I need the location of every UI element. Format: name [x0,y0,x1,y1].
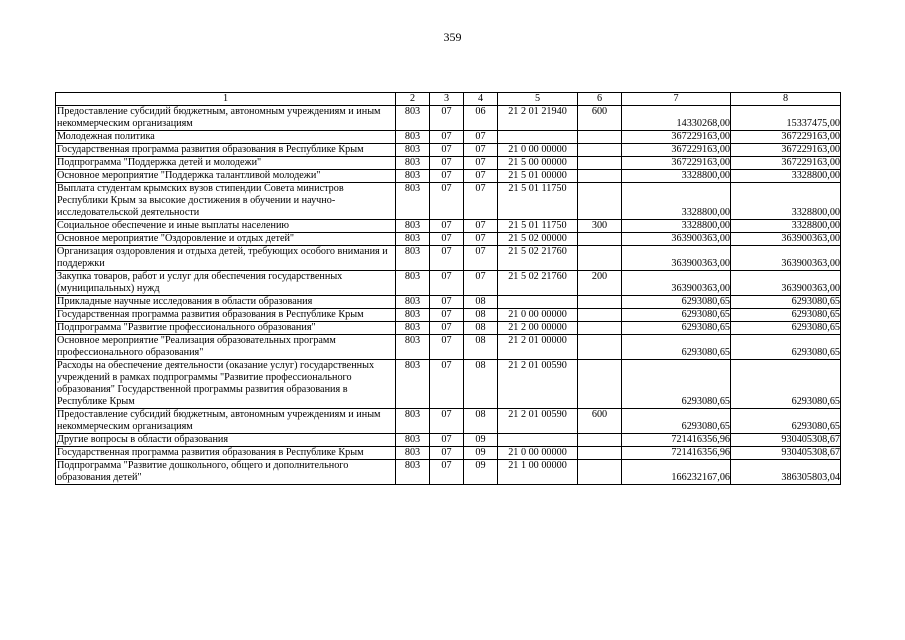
header-ministry-col: 2 [396,93,430,106]
cell-sum-year-1-col: 363900363,00 [622,246,731,271]
cell-sum-year-1-col: 6293080,65 [622,409,731,434]
cell-subsection-col: 07 [464,131,498,144]
table-row [56,322,841,335]
cell-section-col: 07 [430,246,464,271]
cell-section-col: 07 [430,409,464,434]
cell-ministry-col: 803 [396,144,430,157]
cell-name-col: Закупка товаров, работ и услуг для обеспечения государственных (муниципальных) нужд [56,271,396,296]
table-row [56,170,841,183]
cell-sum-year-2-col: 363900363,00 [731,233,841,246]
cell-sum-year-1-col: 367229163,00 [622,144,731,157]
cell-target-article-col: 21 5 01 11750 [498,183,578,220]
cell-sum-year-2-col: 3328800,00 [731,170,841,183]
cell-ministry-col: 803 [396,246,430,271]
cell-subsection-col: 09 [464,434,498,447]
cell-ministry-col: 803 [396,409,430,434]
cell-section-col: 07 [430,183,464,220]
cell-sum-year-1-col: 721416356,96 [622,447,731,460]
header-section-col: 3 [430,93,464,106]
table-header-row [56,93,841,106]
cell-sum-year-2-col: 3328800,00 [731,220,841,233]
header-subsection-col: 4 [464,93,498,106]
cell-sum-year-2-col: 15337475,00 [731,106,841,131]
cell-expense-type-col [578,131,622,144]
cell-sum-year-1-col: 6293080,65 [622,335,731,360]
table-row [56,434,841,447]
cell-sum-year-1-col: 367229163,00 [622,131,731,144]
cell-sum-year-2-col: 3328800,00 [731,183,841,220]
header-target-article-col: 5 [498,93,578,106]
cell-name-col: Государственная программа развития образования в Республике Крым [56,144,396,157]
cell-target-article-col: 21 2 01 21940 [498,106,578,131]
cell-sum-year-1-col: 6293080,65 [622,322,731,335]
cell-ministry-col: 803 [396,183,430,220]
cell-section-col: 07 [430,360,464,409]
cell-ministry-col: 803 [396,271,430,296]
cell-expense-type-col [578,322,622,335]
cell-name-col: Расходы на обеспечение деятельности (оказание услуг) государственных учреждений в рамках подпрограммы "Развитие профессионального образования" Государственной программы развития образования в Республике Крым [56,360,396,409]
cell-ministry-col: 803 [396,233,430,246]
cell-ministry-col: 803 [396,460,430,485]
cell-ministry-col: 803 [396,131,430,144]
cell-sum-year-1-col: 363900363,00 [622,271,731,296]
table-row [56,409,841,434]
cell-sum-year-2-col: 363900363,00 [731,271,841,296]
cell-expense-type-col [578,144,622,157]
cell-name-col: Подпрограмма "Развитие дошкольного, общего и дополнительного образования детей" [56,460,396,485]
cell-expense-type-col: 600 [578,106,622,131]
cell-subsection-col: 07 [464,246,498,271]
cell-expense-type-col: 200 [578,271,622,296]
table-body [56,106,841,485]
cell-sum-year-1-col: 166232167,06 [622,460,731,485]
cell-name-col: Государственная программа развития образования в Республике Крым [56,447,396,460]
cell-subsection-col: 07 [464,220,498,233]
cell-name-col: Предоставление субсидий бюджетным, автономным учреждениям и иным некоммерческим организациям [56,106,396,131]
cell-expense-type-col: 300 [578,220,622,233]
cell-expense-type-col: 600 [578,409,622,434]
cell-sum-year-1-col: 3328800,00 [622,170,731,183]
header-name-col: 1 [56,93,396,106]
cell-sum-year-2-col: 6293080,65 [731,309,841,322]
cell-expense-type-col [578,309,622,322]
cell-target-article-col: 21 2 01 00590 [498,360,578,409]
table-row [56,335,841,360]
cell-name-col: Подпрограмма "Развитие профессионального образования" [56,322,396,335]
cell-expense-type-col [578,460,622,485]
cell-name-col: Молодежная политика [56,131,396,144]
cell-sum-year-2-col: 6293080,65 [731,409,841,434]
cell-sum-year-2-col: 6293080,65 [731,335,841,360]
cell-target-article-col: 21 5 02 21760 [498,271,578,296]
cell-sum-year-1-col: 6293080,65 [622,360,731,409]
cell-target-article-col [498,296,578,309]
cell-expense-type-col [578,170,622,183]
cell-section-col: 07 [430,220,464,233]
cell-ministry-col: 803 [396,360,430,409]
cell-target-article-col: 21 2 01 00000 [498,335,578,360]
cell-target-article-col: 21 5 02 00000 [498,233,578,246]
cell-target-article-col: 21 0 00 00000 [498,144,578,157]
cell-sum-year-2-col: 6293080,65 [731,360,841,409]
table-row [56,157,841,170]
header-sum-year-1-col: 7 [622,93,731,106]
table-row [56,131,841,144]
table-row [56,246,841,271]
cell-expense-type-col [578,360,622,409]
cell-name-col: Основное мероприятие "Поддержка талантливой молодежи" [56,170,396,183]
cell-subsection-col: 07 [464,170,498,183]
cell-subsection-col: 08 [464,335,498,360]
cell-sum-year-2-col: 386305803,04 [731,460,841,485]
cell-section-col: 07 [430,296,464,309]
cell-section-col: 07 [430,434,464,447]
cell-name-col: Основное мероприятие "Оздоровление и отдых детей" [56,233,396,246]
cell-ministry-col: 803 [396,447,430,460]
cell-sum-year-2-col: 6293080,65 [731,322,841,335]
table-row [56,233,841,246]
cell-ministry-col: 803 [396,157,430,170]
cell-section-col: 07 [430,460,464,485]
cell-subsection-col: 09 [464,447,498,460]
cell-expense-type-col [578,157,622,170]
table-row [56,360,841,409]
table-row [56,183,841,220]
cell-section-col: 07 [430,322,464,335]
cell-target-article-col: 21 5 01 00000 [498,170,578,183]
cell-name-col: Выплата студентам крымских вузов стипендии Совета министров Республики Крым за высокие достижения в обучении и научно-исследовательской деятельности [56,183,396,220]
header-sum-year-2-col: 8 [731,93,841,106]
cell-target-article-col: 21 5 02 21760 [498,246,578,271]
cell-ministry-col: 803 [396,220,430,233]
table-row [56,296,841,309]
cell-name-col: Основное мероприятие "Реализация образовательных программ профессионального образования" [56,335,396,360]
cell-expense-type-col [578,246,622,271]
cell-subsection-col: 08 [464,322,498,335]
table-row [56,309,841,322]
cell-sum-year-1-col: 363900363,00 [622,233,731,246]
cell-name-col: Организация оздоровления и отдыха детей, требующих особого внимания и поддержки [56,246,396,271]
cell-sum-year-2-col: 930405308,67 [731,447,841,460]
cell-ministry-col: 803 [396,170,430,183]
cell-ministry-col: 803 [396,322,430,335]
cell-section-col: 07 [430,271,464,296]
cell-sum-year-1-col: 721416356,96 [622,434,731,447]
cell-subsection-col: 07 [464,144,498,157]
cell-expense-type-col [578,434,622,447]
cell-name-col: Другие вопросы в области образования [56,434,396,447]
cell-sum-year-2-col: 367229163,00 [731,157,841,170]
cell-section-col: 07 [430,106,464,131]
cell-name-col: Прикладные научные исследования в области образования [56,296,396,309]
cell-expense-type-col [578,447,622,460]
cell-subsection-col: 07 [464,233,498,246]
cell-ministry-col: 803 [396,309,430,322]
cell-name-col: Социальное обеспечение и иные выплаты населению [56,220,396,233]
cell-expense-type-col [578,296,622,309]
cell-sum-year-2-col: 363900363,00 [731,246,841,271]
cell-subsection-col: 08 [464,360,498,409]
cell-sum-year-1-col: 14330268,00 [622,106,731,131]
cell-section-col: 07 [430,335,464,360]
cell-subsection-col: 08 [464,309,498,322]
cell-target-article-col: 21 0 00 00000 [498,447,578,460]
cell-ministry-col: 803 [396,106,430,131]
cell-subsection-col: 08 [464,409,498,434]
cell-ministry-col: 803 [396,335,430,360]
cell-subsection-col: 08 [464,296,498,309]
cell-section-col: 07 [430,233,464,246]
cell-target-article-col: 21 2 00 00000 [498,322,578,335]
table-row [56,271,841,296]
cell-section-col: 07 [430,447,464,460]
cell-subsection-col: 07 [464,271,498,296]
cell-sum-year-2-col: 367229163,00 [731,131,841,144]
cell-section-col: 07 [430,309,464,322]
cell-sum-year-2-col: 930405308,67 [731,434,841,447]
table-row [56,460,841,485]
cell-subsection-col: 07 [464,157,498,170]
cell-target-article-col [498,131,578,144]
table-row [56,106,841,131]
cell-sum-year-1-col: 6293080,65 [622,296,731,309]
cell-sum-year-1-col: 3328800,00 [622,220,731,233]
cell-section-col: 07 [430,144,464,157]
cell-section-col: 07 [430,131,464,144]
cell-subsection-col: 09 [464,460,498,485]
cell-ministry-col: 803 [396,434,430,447]
cell-target-article-col: 21 1 00 00000 [498,460,578,485]
cell-target-article-col: 21 2 01 00590 [498,409,578,434]
cell-sum-year-1-col: 367229163,00 [622,157,731,170]
table-row [56,220,841,233]
table-row [56,447,841,460]
page-number: 359 [443,30,462,44]
header-expense-type-col: 6 [578,93,622,106]
cell-expense-type-col [578,233,622,246]
cell-sum-year-1-col: 3328800,00 [622,183,731,220]
cell-section-col: 07 [430,157,464,170]
budget-table [55,92,841,485]
cell-subsection-col: 07 [464,183,498,220]
cell-subsection-col: 06 [464,106,498,131]
cell-sum-year-1-col: 6293080,65 [622,309,731,322]
cell-name-col: Подпрограмма "Поддержка детей и молодежи" [56,157,396,170]
cell-section-col: 07 [430,170,464,183]
cell-name-col: Государственная программа развития образования в Республике Крым [56,309,396,322]
table-row [56,144,841,157]
cell-target-article-col [498,434,578,447]
cell-sum-year-2-col: 6293080,65 [731,296,841,309]
cell-name-col: Предоставление субсидий бюджетным, автономным учреждениям и иным некоммерческим организациям [56,409,396,434]
cell-target-article-col: 21 5 01 11750 [498,220,578,233]
cell-ministry-col: 803 [396,296,430,309]
cell-target-article-col: 21 0 00 00000 [498,309,578,322]
cell-target-article-col: 21 5 00 00000 [498,157,578,170]
cell-expense-type-col [578,335,622,360]
cell-sum-year-2-col: 367229163,00 [731,144,841,157]
cell-expense-type-col [578,183,622,220]
